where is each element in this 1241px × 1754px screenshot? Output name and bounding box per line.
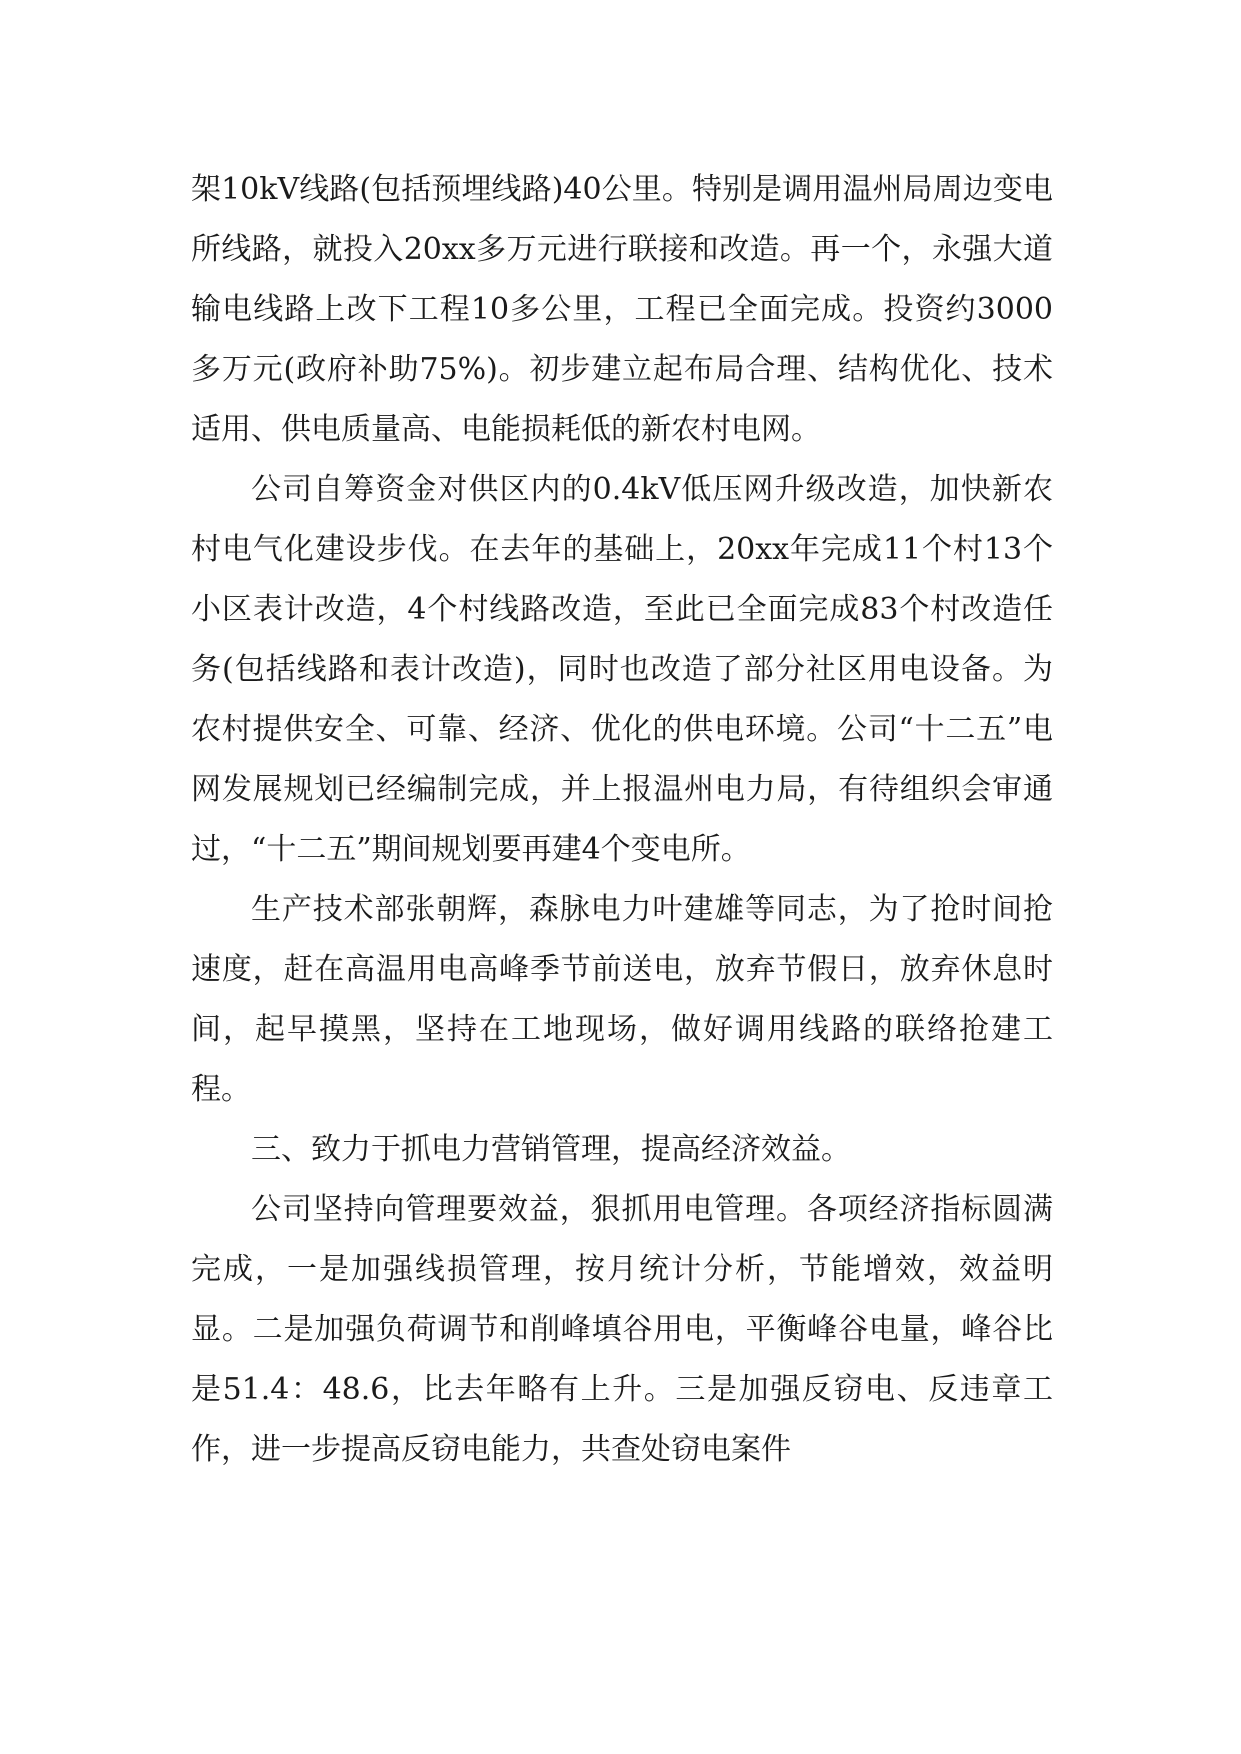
document-body (191, 160, 1053, 1480)
paragraph-4: 公司坚持向管理要效益，狠抓用电管理。各项经济指标圆满完成，一是加强线损管理，按月统计分析，节能增效，效益明显。二是加强负荷调节和削峰填谷用电，平衡峰谷电量，峰谷比是51.4：48.6，比去年略有上升。三是加强反窃电、反违章工作，进一步提高反窃电能力，共查处窃电案件 (191, 1192, 1053, 1467)
paragraph-3: 生产技术部张朝辉，森脉电力叶建雄等同志，为了抢时间抢速度，赶在高温用电高峰季节前送电，放弃节假日，放弃休息时间，起早摸黑，坚持在工地现场，做好调用线路的联络抢建工程。 (191, 892, 1053, 1107)
paragraph-2: 公司自筹资金对供区内的0.4kV低压网升级改造，加快新农村电气化建设步伐。在去年的基础上，20xx年完成11个村13个小区表计改造，4个村线路改造，至此已全面完成83个村改造任务(包括线路和表计改造)，同时也改造了部分社区用电设备。为农村提供安全、可靠、经济、优化的供电环境。公司“十二五”电网发展规划已经编制完成，并上报温州电力局，有待组织会审通过，“十二五”期间规划要再建4个变电所。 (191, 472, 1053, 867)
paragraph-1: 架10kV线路(包括预埋线路)40公里。特别是调用温州局周边变电所线路，就投入20xx多万元进行联接和改造。再一个，永强大道输电线路上改下工程10多公里，工程已全面完成。投资约3000多万元(政府补助75%)。初步建立起布局合理、结构优化、技术适用、供电质量高、电能损耗低的新农村电网。 (191, 172, 1053, 447)
section-heading: 三、致力于抓电力营销管理，提高经济效益。 (251, 1132, 851, 1167)
